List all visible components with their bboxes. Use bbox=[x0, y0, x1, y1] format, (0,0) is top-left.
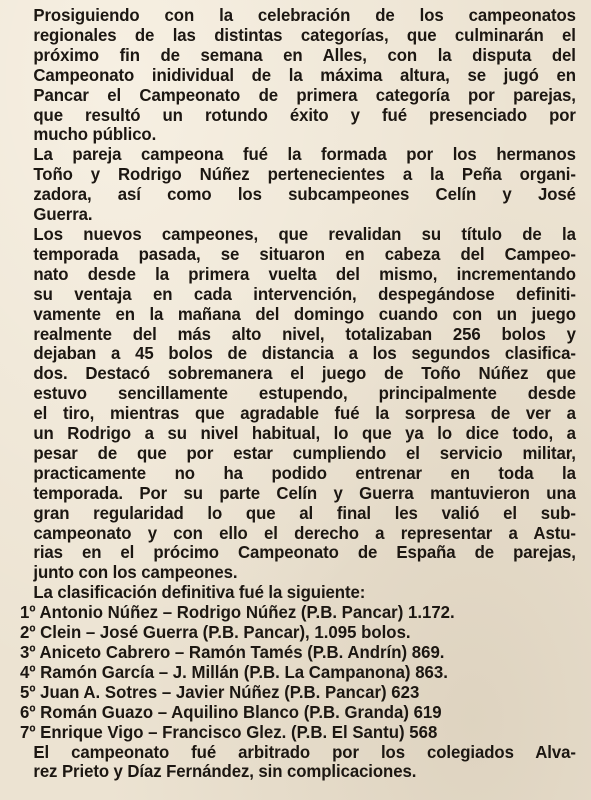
text-line: regionales de las distintas categorías, que culminarán el bbox=[33, 24, 576, 45]
text-line: La pareja campeona fué la formada por los hermanos bbox=[33, 144, 576, 165]
text-line: su ventaja en cada intervención, despegándose definiti- bbox=[33, 283, 576, 304]
ranking-position: 7º bbox=[20, 721, 36, 742]
text-line: dos. Destacó sobremanera el juego de Toño Núñez que bbox=[33, 363, 576, 384]
ranking-entry: Román Guazo – Aquilino Blanco (P.B. Granda) 619 bbox=[40, 701, 442, 722]
ranking-item bbox=[20, 623, 552, 643]
text-line: Campeonato inidividual de la máxima altura, se jugó en bbox=[33, 64, 576, 85]
text-line: temporada. Por su parte Celín y Guerra mantuvieron una bbox=[33, 482, 576, 503]
text-line: Pancar el Campeonato de primera categoría por parejas, bbox=[33, 84, 576, 105]
text-line: practicamente no ha podido entrenar en toda la bbox=[33, 462, 576, 483]
text-line: realmente del más alto nivel, totalizaban 256 bolos y bbox=[33, 323, 576, 344]
text-line: próximo fin de semana en Alles, con la disputa del bbox=[33, 44, 576, 65]
text-line: el tiro, mientras que agradable fué la sorpresa de ver a bbox=[33, 403, 576, 424]
text-line: Prosiguiendo con la celebración de los campeonatos bbox=[33, 5, 576, 25]
ranking-entry: Ramón García – J. Millán (P.B. La Campanona) 863. bbox=[40, 661, 448, 682]
text-line: junto con los campeones. bbox=[33, 562, 238, 583]
ranking-position: 3º bbox=[20, 642, 36, 662]
text-line: temporada pasada, se situaron en cabeza del Campeo- bbox=[33, 243, 576, 264]
text-line: pesar de que por estar cumpliendo el servicio militar, bbox=[33, 442, 576, 463]
text-line: El campeonato fué arbitrado por los colegiados Alva- bbox=[33, 741, 576, 762]
text-line: gran regularidad lo que al final les valió el sub- bbox=[33, 502, 576, 523]
ranking-item bbox=[20, 683, 552, 703]
paragraph-1 bbox=[20, 6, 576, 145]
ranking-item bbox=[20, 603, 552, 623]
ranking-item bbox=[20, 703, 552, 723]
text-line: un Rodrigo a su nivel habitual, lo que ya lo dice todo, a bbox=[33, 423, 576, 444]
text-line: Guerra. bbox=[33, 204, 93, 225]
text-line: La clasificación definitiva fué la siguiente: bbox=[33, 582, 366, 603]
ranking-position: 4º bbox=[20, 661, 36, 682]
ranking-item bbox=[20, 723, 552, 743]
text-line: que resultó un rotundo éxito y fué presenciado por bbox=[33, 104, 576, 125]
text-line: Toño y Rodrigo Núñez pertenecientes a la Peña organi- bbox=[33, 164, 576, 185]
text-line: Los nuevos campeones, que revalidan su título de la bbox=[33, 223, 576, 244]
ranking-position: 2º bbox=[20, 622, 36, 643]
paragraph-2 bbox=[20, 145, 576, 225]
ranking-position: 5º bbox=[20, 681, 36, 702]
text-line: mucho público. bbox=[33, 124, 157, 145]
ranking-position: 6º bbox=[20, 701, 36, 722]
article-body bbox=[20, 6, 577, 782]
ranking-position: 1º bbox=[20, 602, 36, 623]
ranking-entry: Aniceto Cabrero – Ramón Tamés (P.B. Andrín) 869. bbox=[39, 642, 445, 662]
text-line: dejaban a 45 bolos de distancia a los segundos clasifica- bbox=[33, 343, 576, 364]
text-line: nato desde la primera vuelta del mismo, incrementando bbox=[33, 263, 576, 284]
ranking-entry: Clein – José Guerra (P.B. Pancar), 1.095 bolos. bbox=[40, 622, 411, 643]
ranking-entry: Juan A. Sotres – Javier Núñez (P.B. Pancar) 623 bbox=[40, 681, 420, 702]
text-line: rez Prieto y Díaz Fernández, sin complicaciones. bbox=[33, 761, 417, 782]
paragraph-4 bbox=[20, 583, 576, 603]
ranking-item bbox=[20, 643, 552, 663]
closing-paragraph bbox=[20, 743, 576, 783]
text-line: estuvo sencillamente estupendo, principalmente desde bbox=[33, 383, 576, 404]
ranking-entry: Enrique Vigo – Francisco Glez. (P.B. El Santu) 568 bbox=[40, 721, 438, 742]
text-line: campeonato y con ello el derecho a representar a Astu- bbox=[33, 522, 576, 543]
ranking-entry: Antonio Núñez – Rodrigo Núñez (P.B. Pancar) 1.172. bbox=[39, 602, 455, 623]
ranking-item bbox=[20, 663, 552, 683]
text-line: zadora, así como los subcampeones Celín y José bbox=[33, 184, 576, 205]
text-line: rias en el prócimo Campeonato de España de parejas, bbox=[33, 542, 576, 563]
paragraph-3 bbox=[20, 225, 576, 583]
text-line: vamente en la mañana del domingo cuando con un juego bbox=[33, 303, 576, 324]
ranking-list bbox=[20, 603, 577, 742]
